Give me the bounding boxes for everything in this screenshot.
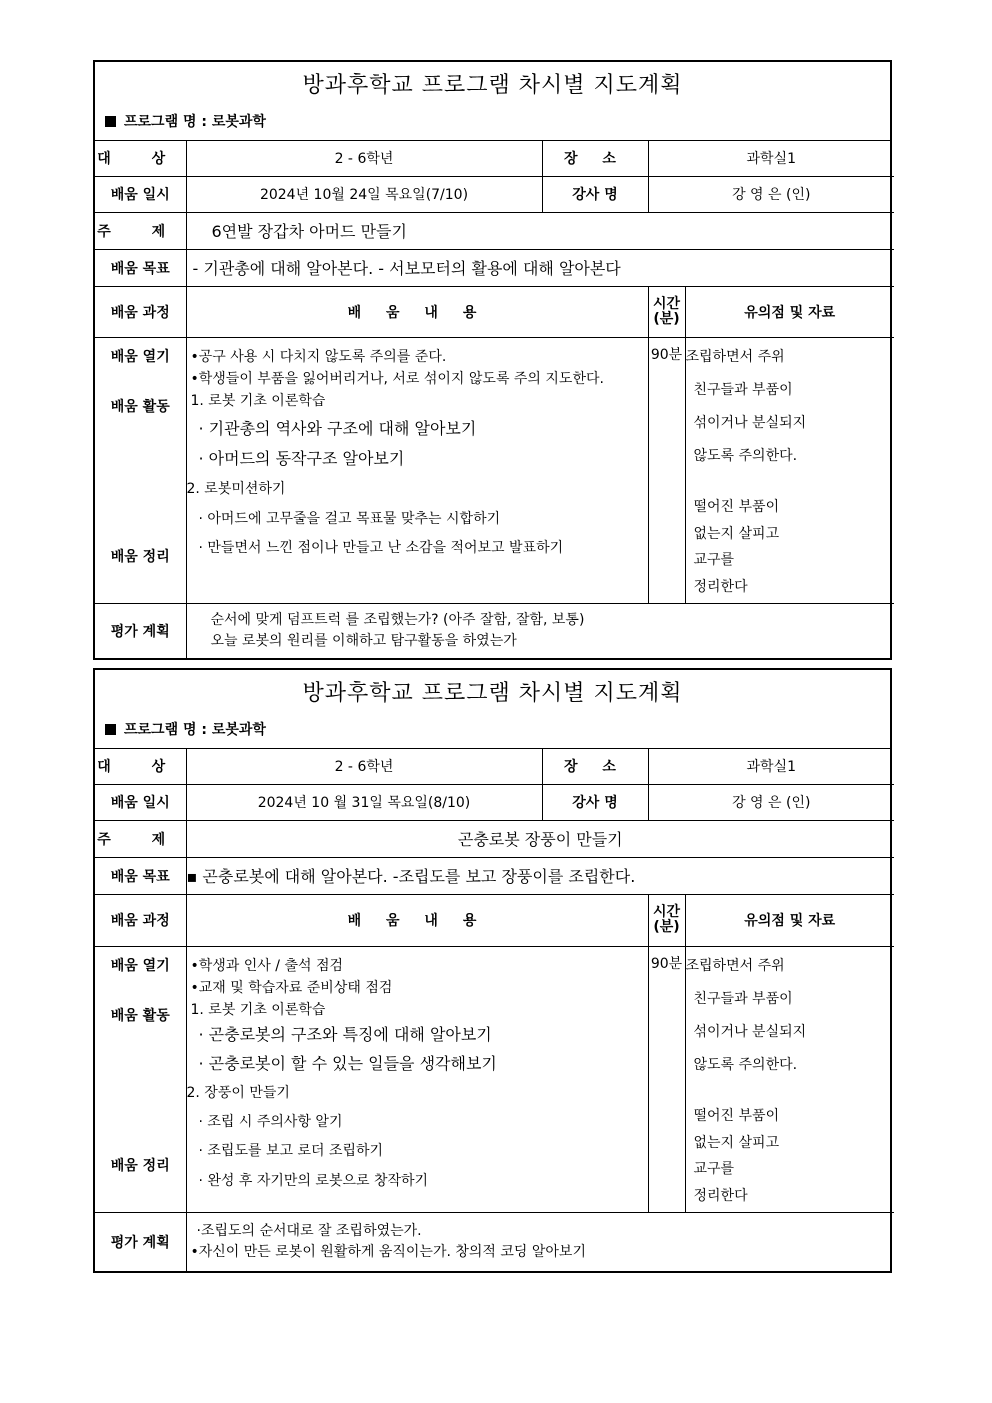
content-header: 배 움 내 용 <box>186 894 648 946</box>
process-header: 배움 과정 <box>95 286 186 337</box>
place-label: 장 소 <box>542 141 648 176</box>
content-line: 1. 로봇 기초 이론학습 <box>190 392 326 409</box>
date-value: 2024년 10월 24일 목요일(7/10) <box>186 176 542 212</box>
lesson-plan-1 <box>93 60 892 660</box>
note-line: 정리한다 <box>693 1187 748 1204</box>
lesson-plan-2 <box>93 668 892 1273</box>
content-line: •학생과 인사 / 출석 점검 <box>190 957 343 974</box>
content-header: 배 움 내 용 <box>186 286 648 337</box>
notes-cell <box>685 337 894 603</box>
evaluation-line: •자신이 만든 로봇이 원활하게 움직이는가. 창의적 코딩 알아보기 <box>190 1244 586 1261</box>
stage-closing: 배움 정리 <box>110 548 170 565</box>
note-line: 조립하면서 주위 <box>685 348 785 365</box>
topic-value: 곤충로봇 장풍이 만들기 <box>186 820 894 857</box>
time-header <box>648 286 685 337</box>
evaluation-line: 순서에 맞게 덤프트럭 를 조립했는가? (아주 잘함, 잘함, 보통) <box>210 612 585 629</box>
note-line: 친구들과 부품이 <box>693 990 793 1007</box>
topic-value: 6연발 장갑차 아머드 만들기 <box>186 212 894 249</box>
stage-opening: 배움 열기 <box>110 348 170 365</box>
note-line: 교구를 <box>693 1160 735 1177</box>
date-value: 2024년 10 월 31일 목요일(8/10) <box>186 784 542 820</box>
instructor-label: 강사 명 <box>542 176 648 212</box>
process-header: 배움 과정 <box>95 894 186 946</box>
plan-header <box>95 62 890 141</box>
content-line: 1. 로봇 기초 이론학습 <box>190 1001 326 1018</box>
goal-label: 배움 목표 <box>95 249 186 286</box>
note-line: 않도록 주의한다. <box>693 1056 798 1073</box>
note-line: 정리한다 <box>693 578 748 595</box>
program-name <box>105 111 266 131</box>
stage-column <box>95 946 186 1212</box>
evaluation-line: ·조립도의 순서대로 잘 조립하였는가. <box>196 1223 422 1240</box>
content-line: · 완성 후 자기만의 로봇으로 창작하기 <box>198 1172 429 1189</box>
time-header-label: 시간(분) <box>652 904 681 935</box>
plan-table <box>95 141 894 659</box>
instructor-value: 강 영 은 (인) <box>648 784 894 820</box>
evaluation-cell <box>186 1212 894 1272</box>
content-line: •교재 및 학습자료 준비상태 점검 <box>190 979 393 996</box>
plan-title: 방과후학교 프로그램 차시별 지도계획 <box>302 73 683 98</box>
plan-title: 방과후학교 프로그램 차시별 지도계획 <box>302 681 683 706</box>
content-line: · 만들면서 느낀 점이나 만들고 난 소감을 적어보고 발표하기 <box>198 539 564 556</box>
note-line: 섞이거나 분실되지 <box>693 414 807 431</box>
time-header-label: 시간(분) <box>652 295 681 327</box>
topic-label: 주 제 <box>95 820 186 857</box>
time-value: 90분 <box>648 337 685 603</box>
target-value: 2 - 6학년 <box>186 749 542 784</box>
program-name <box>105 719 266 739</box>
note-line: 조립하면서 주위 <box>685 957 785 974</box>
note-line: 떨어진 부품이 <box>693 1107 780 1124</box>
evaluation-label: 평가 계획 <box>95 1212 186 1272</box>
note-line: 않도록 주의한다. <box>693 447 798 464</box>
evaluation-label: 평가 계획 <box>95 603 186 659</box>
content-line: •학생들이 부품을 잃어버리거나, 서로 섞이지 않도록 주의 지도한다. <box>190 370 604 387</box>
target-label: 대 상 <box>95 749 186 784</box>
target-label: 대 상 <box>95 141 186 176</box>
square-bullet-icon <box>105 116 116 127</box>
notes-header: 유의점 및 자료 <box>685 894 894 946</box>
stage-activity: 배움 활동 <box>110 1007 170 1024</box>
content-cell <box>186 946 648 1212</box>
evaluation-cell <box>186 603 894 659</box>
note-line: 떨어진 부품이 <box>693 498 780 515</box>
stage-activity: 배움 활동 <box>110 398 170 415</box>
content-line: · 아머드의 동작구조 알아보기 <box>198 448 405 468</box>
time-value: 90분 <box>648 946 685 1212</box>
topic-label: 주 제 <box>95 212 186 249</box>
place-value: 과학실1 <box>648 749 894 784</box>
note-line: 없는지 살피고 <box>693 1134 780 1151</box>
plan-table <box>95 749 894 1272</box>
note-line: 교구를 <box>693 551 735 568</box>
stage-closing: 배움 정리 <box>110 1157 170 1174</box>
plan-header <box>95 670 890 749</box>
note-line: 친구들과 부품이 <box>693 381 793 398</box>
content-line: · 아머드에 고무줄을 걸고 목표물 맞추는 시합하기 <box>198 510 501 527</box>
notes-header: 유의점 및 자료 <box>685 286 894 337</box>
content-line: · 곤충로봇이 할 수 있는 일들을 생각해보기 <box>198 1053 497 1073</box>
square-bullet-icon <box>105 724 116 735</box>
content-line: •공구 사용 시 다치지 않도록 주의를 준다. <box>190 348 447 365</box>
content-line: · 조립 시 주의사항 알기 <box>198 1113 343 1130</box>
notes-cell <box>685 946 894 1212</box>
content-line: 2. 로봇미션하기 <box>186 480 286 497</box>
program-name-label: 프로그램 명 : 로봇과학 <box>124 722 266 738</box>
note-line: 섞이거나 분실되지 <box>693 1023 807 1040</box>
date-label: 배움 일시 <box>95 784 186 820</box>
place-value: 과학실1 <box>648 141 894 176</box>
content-line: · 조립도를 보고 로더 조립하기 <box>198 1142 384 1159</box>
instructor-value: 강 영 은 (인) <box>648 176 894 212</box>
stage-column <box>95 337 186 603</box>
content-line: · 곤충로봇의 구조와 특징에 대해 알아보기 <box>198 1024 492 1044</box>
goal-value: - 기관총에 대해 알아본다. - 서보모터의 활용에 대해 알아본다 <box>186 249 894 286</box>
goal-label: 배움 목표 <box>95 857 186 894</box>
date-label: 배움 일시 <box>95 176 186 212</box>
goal-value: ▪ 곤충로봇에 대해 알아본다. -조립도를 보고 장풍이를 조립한다. <box>186 857 894 894</box>
instructor-label: 강사 명 <box>542 784 648 820</box>
time-header <box>648 894 685 946</box>
note-line: 없는지 살피고 <box>693 525 780 542</box>
program-name-label: 프로그램 명 : 로봇과학 <box>124 114 266 130</box>
target-value: 2 - 6학년 <box>186 141 542 176</box>
evaluation-line: 오늘 로봇의 원리를 이해하고 탐구활동을 하였는가 <box>210 633 517 650</box>
content-line: · 기관총의 역사와 구조에 대해 알아보기 <box>198 418 477 438</box>
content-cell <box>186 337 648 603</box>
stage-opening: 배움 열기 <box>110 957 170 974</box>
content-line: 2. 장풍이 만들기 <box>186 1084 290 1101</box>
place-label: 장 소 <box>542 749 648 784</box>
